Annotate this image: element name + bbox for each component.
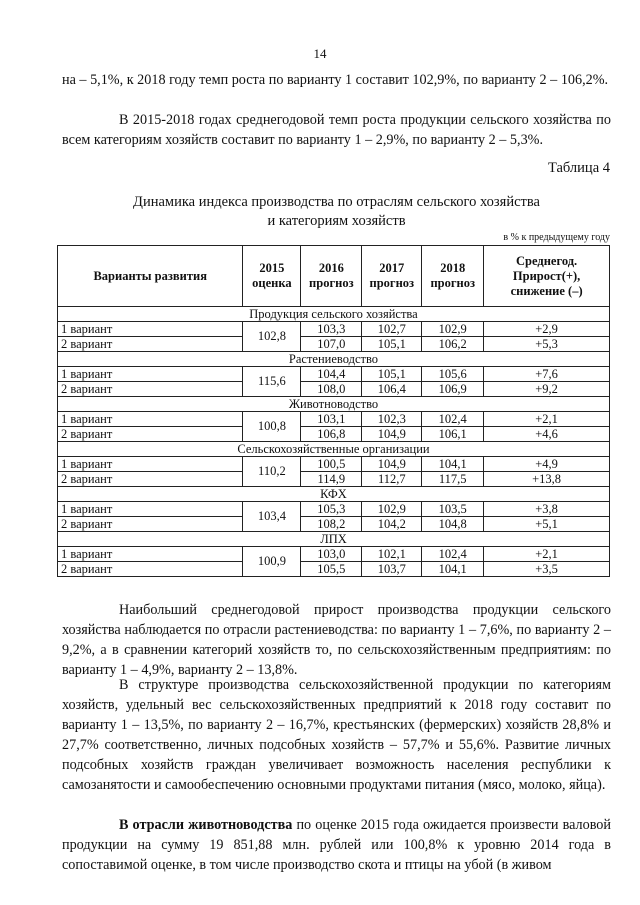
variant-cell: 1 вариант (58, 322, 243, 337)
value-growth: +3,5 (484, 562, 610, 577)
value-2018: 106,1 (422, 427, 484, 442)
value-growth: +2,9 (484, 322, 610, 337)
table-row (58, 457, 610, 472)
variant-cell: 2 вариант (58, 472, 243, 487)
section-title: Растениеводство (58, 352, 610, 367)
variant-cell: 1 вариант (58, 547, 243, 562)
unit-note: в % к предыдущему году (503, 232, 610, 243)
value-2016: 107,0 (301, 337, 362, 352)
value-2016: 106,8 (301, 427, 362, 442)
value-2017: 103,7 (362, 562, 422, 577)
value-2018: 103,5 (422, 502, 484, 517)
header-growth: Среднегод. Прирост(+), снижение (–) (484, 246, 610, 307)
table-row (58, 427, 610, 442)
variant-cell: 1 вариант (58, 367, 243, 382)
table-row (58, 322, 610, 337)
section-title: ЛПХ (58, 532, 610, 547)
section-row (58, 397, 610, 412)
section-row (58, 442, 610, 457)
header-2015: 2015 оценка (243, 246, 301, 307)
table-row (58, 382, 610, 397)
table-label: Таблица 4 (547, 160, 610, 176)
value-2018: 105,6 (422, 367, 484, 382)
value-2015: 100,8 (243, 412, 301, 442)
table-header-row (58, 246, 610, 307)
variant-cell: 2 вариант (58, 517, 243, 532)
section-row (58, 307, 610, 322)
livestock-text: по оценке 2015 года ожидается произвести валовой продукции на сумму 19 851,88 млн. рублей или 100,8% к уровню 2014 года в сопоставимой оценке, в том числе производство скота и птицы на убой (в живом (62, 817, 611, 873)
value-2017: 102,3 (362, 412, 422, 427)
value-2018: 106,2 (422, 337, 484, 352)
value-2015: 115,6 (243, 367, 301, 397)
value-2018: 106,9 (422, 382, 484, 397)
value-2017: 104,2 (362, 517, 422, 532)
value-growth: +13,8 (484, 472, 610, 487)
table-title (62, 193, 611, 231)
variant-cell: 1 вариант (58, 502, 243, 517)
value-2016: 105,3 (301, 502, 362, 517)
value-growth: +7,6 (484, 367, 610, 382)
header-2016: 2016 прогноз (301, 246, 362, 307)
value-2016: 108,2 (301, 517, 362, 532)
value-2016: 103,3 (301, 322, 362, 337)
table-row (58, 547, 610, 562)
value-2015: 110,2 (243, 457, 301, 487)
value-2017: 112,7 (362, 472, 422, 487)
value-2018: 102,4 (422, 547, 484, 562)
section-row (58, 487, 610, 502)
value-growth: +4,6 (484, 427, 610, 442)
value-2016: 104,4 (301, 367, 362, 382)
value-2015: 100,9 (243, 547, 301, 577)
value-2018: 102,4 (422, 412, 484, 427)
table-row (58, 517, 610, 532)
production-index-table (57, 245, 610, 577)
table-row (58, 367, 610, 382)
value-2015: 103,4 (243, 502, 301, 532)
value-2017: 104,9 (362, 457, 422, 472)
section-row (58, 532, 610, 547)
table-title-line-2: и категориям хозяйств (267, 213, 406, 229)
variant-cell: 1 вариант (58, 412, 243, 427)
intro-paragraph-2: В 2015-2018 годах среднегодовой темп роста продукции сельского хозяйства по всем категориям хозяйств составит по варианту 1 – 2,9%, по варианту 2 – 5,3%. (62, 112, 611, 148)
table-title-line-1: Динамика индекса производства по отраслям сельского хозяйства (133, 194, 540, 210)
variant-cell: 2 вариант (58, 337, 243, 352)
value-growth: +5,1 (484, 517, 610, 532)
variant-cell: 2 вариант (58, 562, 243, 577)
value-2018: 102,9 (422, 322, 484, 337)
value-growth: +2,1 (484, 547, 610, 562)
variant-cell: 1 вариант (58, 457, 243, 472)
header-2018: 2018 прогноз (422, 246, 484, 307)
value-growth: +4,9 (484, 457, 610, 472)
table-row (58, 562, 610, 577)
value-growth: +5,3 (484, 337, 610, 352)
value-growth: +3,8 (484, 502, 610, 517)
section-title: Сельскохозяйственные организации (58, 442, 610, 457)
value-2017: 102,1 (362, 547, 422, 562)
body-paragraph-2: В структуре производства сельскохозяйственной продукции по категориям хозяйств, удельный вес сельскохозяйственных предприятий к 2018 году составит по варианту 1 – 13,5%, по варианту 2 – 16,7%, крестьянских (фермерских) хозяйств 28,8% и 27,7% соответственно, личных подсобных хозяйств – 57,7% и 55,6%. Развитие личных подсобных хозяйств граждан увеличивает возможность населения республики к самозанятости и самообеспечению основными продуктами питания (мясо, молоко, яйца). (62, 677, 611, 793)
section-title: Животноводство (58, 397, 610, 412)
value-2017: 102,9 (362, 502, 422, 517)
value-2018: 117,5 (422, 472, 484, 487)
body-paragraph-3 (62, 815, 611, 875)
table-row (58, 502, 610, 517)
value-2017: 102,7 (362, 322, 422, 337)
table-row (58, 337, 610, 352)
value-2017: 106,4 (362, 382, 422, 397)
section-row (58, 352, 610, 367)
value-2016: 103,1 (301, 412, 362, 427)
value-growth: +9,2 (484, 382, 610, 397)
section-title: КФХ (58, 487, 610, 502)
value-2017: 105,1 (362, 367, 422, 382)
section-title: Продукция сельского хозяйства (58, 307, 610, 322)
value-2016: 114,9 (301, 472, 362, 487)
value-2016: 108,0 (301, 382, 362, 397)
header-variants: Варианты развития (58, 246, 243, 307)
value-2018: 104,1 (422, 457, 484, 472)
value-2016: 105,5 (301, 562, 362, 577)
table-row (58, 472, 610, 487)
body-paragraph-1: Наибольший среднегодовой прирост производства продукции сельского хозяйства наблюдается по отрасли растениеводства: по варианту 1 – 7,6%, по варианту 2 – 9,2%, а в сравнении категорий хозяйств то, по сельскохозяйственным предприятиям: по варианту 1 – 4,9%, варианту 2 – 13,8%. (62, 602, 611, 678)
livestock-heading: В отрасли животноводства (119, 817, 293, 833)
intro-paragraph-1: на – 5,1%, к 2018 году темп роста по варианту 1 составит 102,9%, по варианту 2 – 106,2%. (62, 72, 609, 88)
table-row (58, 412, 610, 427)
variant-cell: 2 вариант (58, 427, 243, 442)
variant-cell: 2 вариант (58, 382, 243, 397)
value-2016: 103,0 (301, 547, 362, 562)
value-2018: 104,1 (422, 562, 484, 577)
value-2015: 102,8 (243, 322, 301, 352)
value-2017: 104,9 (362, 427, 422, 442)
page-number: 14 (313, 46, 327, 61)
value-2017: 105,1 (362, 337, 422, 352)
value-2016: 100,5 (301, 457, 362, 472)
value-2018: 104,8 (422, 517, 484, 532)
value-growth: +2,1 (484, 412, 610, 427)
header-2017: 2017 прогноз (362, 246, 422, 307)
